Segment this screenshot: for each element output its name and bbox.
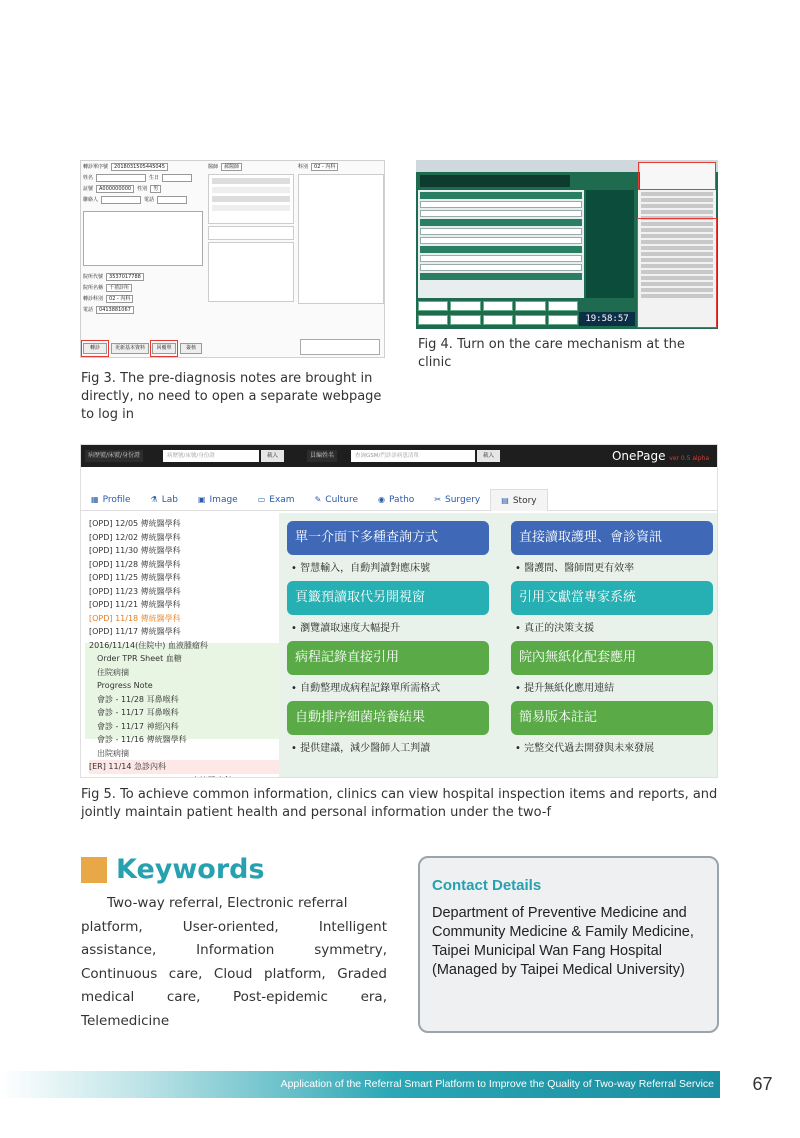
keywords-rest: platform, User-oriented, Intelligent assistance, Information symmetry, Continuous care, Cloud platform, Graded medical care, Post-epidemic era, Telemedicine <box>81 918 387 1029</box>
fig3-left-column <box>81 161 206 358</box>
fig3-highlight-reply <box>150 340 178 357</box>
fig4-lab-line <box>641 210 713 214</box>
image-icon: ▣ <box>197 495 206 504</box>
fig5-staff-label: 員編姓名 <box>307 450 337 462</box>
fig5-version: ver 0.5 alpha <box>669 455 709 462</box>
fig4-form-bar <box>420 255 582 262</box>
tab-lab[interactable] <box>141 489 188 511</box>
fig4-form-bar <box>420 228 582 235</box>
fig3-sign-button[interactable]: 簽核 <box>180 343 202 354</box>
fig4-form-bar <box>420 246 582 253</box>
fig4-button-row-1 <box>418 301 578 311</box>
fig5-encounter-list <box>89 517 279 778</box>
fig3-phone-label: 電話 <box>144 197 155 203</box>
tab-image[interactable] <box>188 489 248 511</box>
tab-exam[interactable] <box>248 489 305 511</box>
fig4-lab-line <box>641 198 713 202</box>
fig4-title-strip <box>420 175 570 187</box>
feature-box-8: 簡易版本註記 <box>511 701 713 735</box>
fig3-ref-dept-value: 02 - 內科 <box>106 295 133 303</box>
fig3-birth-field <box>162 174 192 182</box>
feature-bullet-3: • 瀏覽讀取速度大幅提升 <box>291 623 401 634</box>
fig3-checklist-line <box>212 196 290 202</box>
tab-label: Image <box>209 495 238 505</box>
fig5-feature-pane <box>279 513 718 778</box>
fig5-screenshot <box>80 444 718 778</box>
list-item[interactable]: 會診 - 11/16 傳統醫學科 <box>97 735 187 744</box>
feature-bullet-text: 智慧輸入，自動判讀對應床號 <box>300 563 431 574</box>
list-item[interactable]: 住院病摘 <box>97 667 129 677</box>
fig3-contact-label: 聯絡人 <box>83 197 99 203</box>
fig3-code-label: 院所代號 <box>83 274 104 280</box>
tab-label: Surgery <box>445 495 481 505</box>
fig3-dept-value: 02 - 內科 <box>311 163 338 171</box>
fig3-id-value: A000000000 <box>96 185 134 193</box>
fig3-phone-field <box>157 196 187 204</box>
tab-story[interactable] <box>490 489 547 511</box>
tab-surgery[interactable] <box>424 489 490 511</box>
fig4-button[interactable] <box>450 315 480 325</box>
fig4-form-bar <box>420 237 582 244</box>
fig3-ref-dept-row <box>81 293 136 304</box>
list-item[interactable]: Progress Note <box>97 681 153 690</box>
fig5-staff-load-button[interactable]: 載入 <box>477 450 500 462</box>
fig3-code-row <box>81 271 147 282</box>
fig3-checklist-panel <box>208 174 294 224</box>
feature-box-5: 病程記錄直接引用 <box>287 641 489 675</box>
feature-box-1: 單一介面下多種查詢方式 <box>287 521 489 555</box>
feature-bullet-text: 完整交代過去開發與未來發展 <box>524 743 655 754</box>
feature-bullet-text: 醫護間、醫師間更有效率 <box>524 563 635 574</box>
fig3-id-label: 証號 <box>83 186 94 192</box>
list-item[interactable]: [OPD] 11/23 傳統醫學科 <box>89 586 181 596</box>
fig3-screenshot <box>80 160 385 358</box>
fig5-caption: Fig 5. To achieve common information, clinics can view hospital inspection items and reports, and jointly maintain patient health and personal information under the two-f <box>81 787 718 820</box>
fig5-staff-input[interactable]: 查詢GSM/門診診病患清單 <box>351 450 475 462</box>
fig3-update-basic-button[interactable]: 更新基本資料 <box>111 343 149 354</box>
list-item-admission[interactable]: 2016/11/14(住院中) 血液腫瘤科 <box>89 640 208 650</box>
fig4-form-bar <box>420 201 582 208</box>
fig4-form-bar <box>420 192 582 199</box>
tab-label: Profile <box>102 495 131 505</box>
keywords-text <box>81 892 387 1033</box>
list-item-admission[interactable] <box>89 774 279 779</box>
fig3-highlight-referral <box>81 340 109 357</box>
fig3-clinic-row <box>81 282 135 293</box>
fig3-birth-label: 生日 <box>149 175 160 181</box>
fig3-orders-panel <box>208 242 294 302</box>
fig3-serial-value: 2018031505445045 <box>111 163 168 171</box>
list-item[interactable]: [OPD] 11/28 傳統醫學科 <box>89 559 181 569</box>
footer-running-title: Application of the Referral Smart Platform to Improve the Quality of Two-way Referral Service <box>280 1078 714 1090</box>
list-item[interactable]: Order TPR Sheet 血糖 <box>97 654 182 663</box>
contact-title: Contact Details <box>432 877 542 894</box>
fig5-brand-name: OnePage <box>611 449 666 463</box>
tab-label: Patho <box>389 495 415 505</box>
fig5-brand <box>612 448 709 467</box>
feature-bullet-2: • 醫護間、醫師間更有效率 <box>515 563 635 574</box>
fig5-tabs <box>81 489 718 511</box>
scissors-icon: ✂ <box>434 495 442 504</box>
list-item[interactable]: [OPD] 11/30 傳統醫學科 <box>89 546 181 555</box>
feature-bullet-5: • 自動整理成病程記錄單所需格式 <box>291 683 441 694</box>
list-item[interactable]: [OPD] 11/25 傳統醫學科 <box>89 573 181 582</box>
fig3-memo-field <box>300 339 380 355</box>
fig3-contact-field <box>101 196 141 204</box>
pipette-icon: ✎ <box>314 495 322 504</box>
list-item[interactable]: [OPD] 11/17 傳統醫學科 <box>89 627 181 636</box>
feature-bullet-text: 提升無紙化應用連結 <box>524 683 615 694</box>
list-item[interactable]: 出院病摘 <box>97 748 129 758</box>
flask-icon: ⚗ <box>150 495 158 504</box>
list-item-er[interactable]: [ER] 11/14 急診內科 <box>89 760 279 774</box>
fig5-search-load-button[interactable]: 載入 <box>261 450 284 462</box>
fig3-serial-row <box>81 161 206 172</box>
fig3-checklist-line <box>212 178 290 184</box>
fig3-checklist-line <box>212 205 290 211</box>
fig4-lab-line <box>641 192 713 196</box>
fig3-ref-dept-label: 轉診科別 <box>83 296 104 302</box>
fig4-form-bar <box>420 210 582 217</box>
list-item[interactable]: [OPD] 12/02 傳統醫學科 <box>89 532 181 542</box>
fig4-dark-panel <box>586 190 634 298</box>
tab-label: Lab <box>161 495 178 505</box>
fig3-name-field <box>96 174 146 182</box>
fig3-id-row <box>81 183 206 194</box>
fig3-caption: Fig 3. The pre-diagnosis notes are brought in directly, no need to open a separate webpage to log in <box>81 371 382 422</box>
fig3-name-row <box>81 172 206 183</box>
list-item[interactable]: 會診 - 11/28 耳鼻喉科 <box>97 694 179 704</box>
fig3-dept-row <box>296 161 385 172</box>
feature-box-7: 自動排序細菌培養結果 <box>287 701 489 735</box>
target-icon: ◉ <box>378 495 386 504</box>
fig4-highlight-top <box>638 162 716 190</box>
fig3-referral-button[interactable]: 轉診 <box>83 343 107 354</box>
tab-profile[interactable] <box>81 489 141 511</box>
profile-icon: ▦ <box>91 495 99 504</box>
feature-bullet-text: 瀏覽讀取速度大幅提升 <box>300 623 401 634</box>
book-icon: ▤ <box>501 496 509 505</box>
fig4-form-bar <box>420 264 582 271</box>
fig3-dept-label: 科別 <box>298 164 309 170</box>
fig4-clock: 19:58:57 <box>579 312 635 326</box>
feature-bullet-4: • 真正的決策支援 <box>515 623 595 634</box>
fig3-serial-label: 轉診單序號 <box>83 164 109 170</box>
fig3-notes-area <box>83 211 203 266</box>
fig4-button[interactable] <box>483 315 513 325</box>
tab-patho[interactable] <box>368 489 424 511</box>
feature-bullet-text: 提供建議，減少醫師人工判讀 <box>300 743 431 754</box>
fig5-header-bar <box>81 445 718 467</box>
fig4-form-bar <box>420 273 582 280</box>
fig3-right-panel <box>298 174 384 304</box>
fig3-tel-value: 0413881067 <box>96 306 134 314</box>
fig3-clinic-label: 院所名稱 <box>83 285 104 291</box>
fig4-button[interactable] <box>418 315 448 325</box>
fig3-code-value: 3537017788 <box>106 273 144 281</box>
list-item[interactable]: [OPD] 12/05 傳統醫學科 <box>89 519 181 528</box>
fig4-caption: Fig 4. Turn on the care mechanism at the clinic <box>418 337 685 370</box>
fig3-sex-value: 男 <box>150 185 161 193</box>
fig4-form-bar <box>420 219 582 226</box>
fig3-diagnosis-field <box>208 226 294 240</box>
feature-bullet-text: 自動整理成病程記錄單所需格式 <box>300 683 441 694</box>
feature-box-6: 院內無紙化配套應用 <box>511 641 713 675</box>
fig4-button[interactable] <box>548 301 578 311</box>
keywords-square-icon <box>81 857 107 883</box>
fig4-screenshot <box>416 160 718 329</box>
keywords-heading: Keywords <box>116 854 265 885</box>
fig4-highlight-lab <box>637 218 717 328</box>
contact-body: Department of Preventive Medicine and Community Medicine & Family Medicine, Taipei Municipal Wan Fang Hospital (Managed by Taipei Medical University) <box>432 905 694 978</box>
tab-label: Story <box>512 496 537 506</box>
feature-bullet-1: • 智慧輸入，自動判讀對應床號 <box>291 563 431 574</box>
fig4-lab-line <box>641 204 713 208</box>
fig4-button[interactable] <box>548 315 578 325</box>
fig3-name-label: 姓名 <box>83 175 94 181</box>
feature-bullet-6: • 提升無紙化應用連結 <box>515 683 615 694</box>
tab-label: Culture <box>325 495 359 505</box>
contact-details-box <box>418 856 719 1033</box>
fig4-button[interactable] <box>450 301 480 311</box>
tab-culture[interactable] <box>305 489 368 511</box>
fig3-checklist-line <box>212 187 290 193</box>
feature-bullet-text: 真正的決策支援 <box>524 623 595 634</box>
fig3-reply-button[interactable]: 回覆單 <box>152 343 176 354</box>
fig3-middle-column <box>206 161 296 358</box>
tab-label: Exam <box>269 495 295 505</box>
fig4-button[interactable] <box>483 301 513 311</box>
feature-box-4: 引用文獻當專家系統 <box>511 581 713 615</box>
keywords-first-line: Two-way referral, Electronic referral <box>107 895 348 911</box>
feature-box-2: 直接讀取護理、會診資訊 <box>511 521 713 555</box>
fig4-patient-form <box>418 190 584 298</box>
feature-bullet-8: • 完整交代過去開發與未來發展 <box>515 743 655 754</box>
list-item[interactable]: [OPD] 11/21 傳統醫學科 <box>89 600 181 609</box>
fig4-button[interactable] <box>515 315 545 325</box>
monitor-icon: ▭ <box>257 495 266 504</box>
page-number: 67 <box>752 1074 773 1094</box>
fig3-sex-label: 性別 <box>137 186 148 192</box>
fig3-tel-label: 電話 <box>83 307 94 313</box>
fig3-contact-row <box>81 194 206 205</box>
list-item-selected[interactable]: [OPD] 11/18 傳統醫學科 <box>89 613 181 623</box>
fig3-right-column <box>296 161 385 358</box>
fig3-doctor-label: 醫師 <box>208 164 219 170</box>
list-item[interactable]: 會診 - 11/17 耳鼻喉科 <box>97 708 179 717</box>
fig5-search-label: 病歷號/床號/身份證 <box>85 450 143 462</box>
fig4-button[interactable] <box>515 301 545 311</box>
fig4-button[interactable] <box>418 301 448 311</box>
fig3-clinic-value: 千禧診所 <box>106 284 132 292</box>
fig4-button-row-2 <box>418 315 578 325</box>
feature-box-3: 頁籤預讀取代另開視窗 <box>287 581 489 615</box>
feature-bullet-7: • 提供建議，減少醫師人工判讀 <box>291 743 431 754</box>
list-item[interactable]: 會診 - 11/17 神經內科 <box>97 721 179 731</box>
fig3-tel-row <box>81 304 137 315</box>
fig5-search-input[interactable]: 病歷號/床號/身份證 <box>163 450 259 462</box>
fig3-doctor-value: 郝醫師 <box>221 163 242 171</box>
fig3-doctor-row <box>206 161 296 172</box>
